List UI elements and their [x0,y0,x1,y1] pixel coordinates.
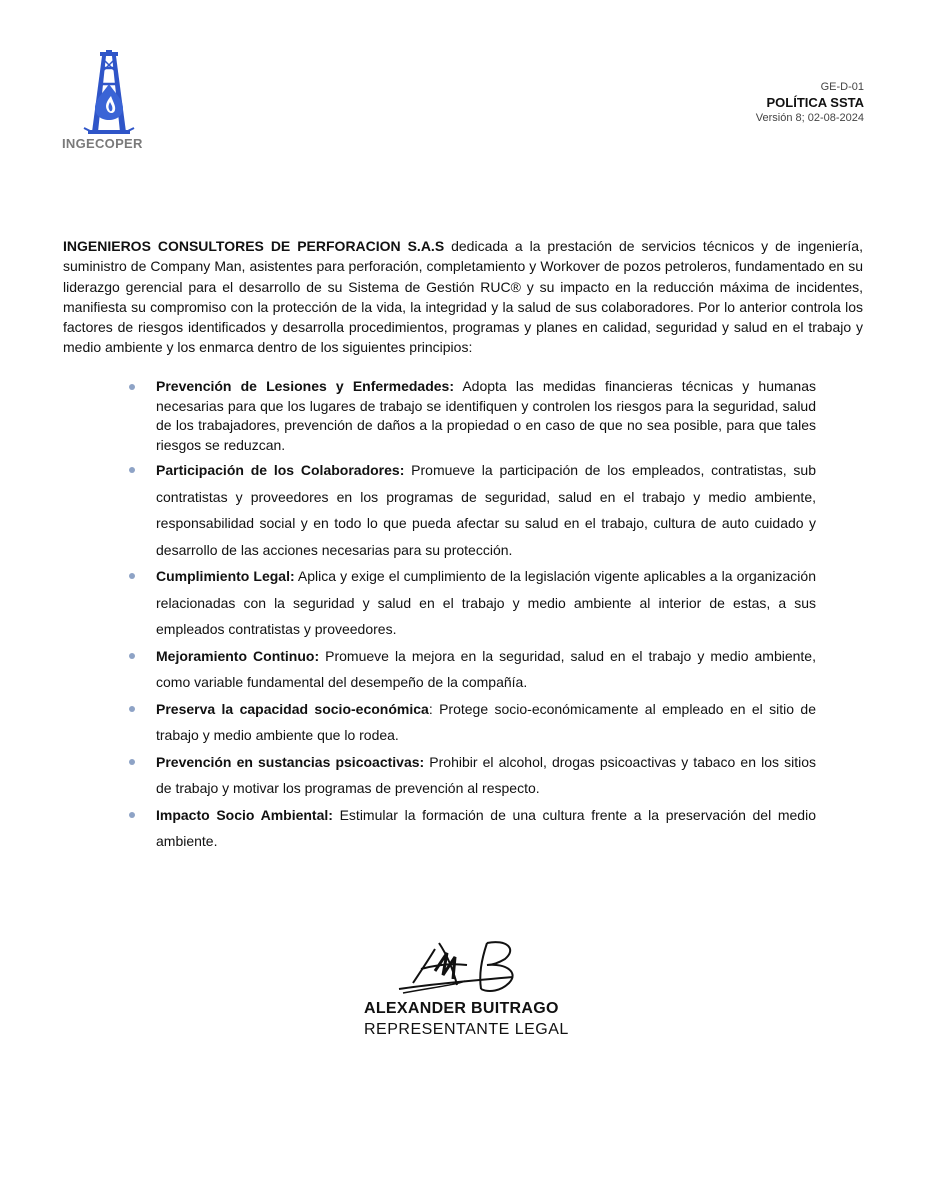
principle-title: Preserva la capacidad socio-económica [156,700,429,717]
signatory-name: ALEXANDER BUITRAGO [364,1000,559,1017]
drilling-rig-icon [62,50,158,136]
handwritten-signature [395,935,525,997]
principle-item [156,696,816,749]
document-header [756,80,864,126]
principle-text: Adopta las medidas financieras técnicas y humanas necesarias para que los lugares de trabajo se identifiquen y controlen los riesgos para la seguridad, salud de los trabajadores, prevención de daños a la propiedad o en caso de que no sea posible, para que tales riesgos se reduzcan. [156,378,816,453]
principle-title: Prevención en sustancias psicoactivas: [156,753,425,770]
principle-title: Mejoramiento Continuo: [156,647,320,664]
principle-text: : Protege socio-económicamente al empleado en el sitio de trabajo y medio ambiente que lo rodea. [156,700,816,743]
intro-text: dedicada a la prestación de servicios técnicos y de ingeniería, suministro de Company Man, asistentes para perforación, completamiento y Workover de pozos petroleros, fundamentado en su liderazgo gerencial para el desarrollo de su Sistema de Gestión RUC® y su impacto en la reducción máxima de incidentes, manifiesta su compromiso con la protección de la vida, la integridad y la salud de sus colaboradores. Por lo anterior controla los factores de riesgos identificados y desarrolla procedimientos, programas y planes en calidad, seguridad y salud en el trabajo y medio ambiente y los enmarca dentro de los siguientes principios: [63,238,863,356]
bullet-icon [129,573,135,579]
principle-item [156,802,816,855]
company-name: INGENIEROS CONSULTORES DE PERFORACION S.A.S [63,238,445,254]
principle-item [156,563,816,643]
principle-text: Aplica y exige el cumplimiento de la legislación vigente aplicables a la organización relacionadas con la seguridad y salud en el trabajo y medio ambiente al interior de estas, a sus empleados contratistas y proveedores. [156,568,816,637]
signatory-role: REPRESENTANTE LEGAL [364,1021,569,1038]
principle-item [156,377,816,455]
bullet-icon [129,812,135,818]
document-code: GE-D-01 [820,81,864,93]
principle-title: Prevención de Lesiones y Enfermedades: [156,378,454,394]
company-logo [62,50,158,154]
bullet-icon [129,759,135,765]
principles-list [156,377,816,855]
bullet-icon [129,653,135,659]
principle-item [156,457,816,563]
document-title: POLÍTICA SSTA [766,95,864,110]
bullet-icon [129,384,135,390]
principle-item [156,643,816,696]
principle-title: Participación de los Colaboradores: [156,462,405,478]
document-version: Versión 8; 02-08-2024 [755,112,864,124]
principle-text: Promueve la participación de los empleados, contratistas, sub contratistas y proveedores en los programas de seguridad, salud en el trabajo y medio ambiente, responsabilidad social y en todo lo que pueda afectar su salud en el trabajo, cultura de auto cuidado y desarrollo de las acciones necesarias para su protección. [156,462,816,558]
bullet-icon [129,467,135,473]
principle-text: Promueve la mejora en la seguridad, salud en el trabajo y medio ambiente, como variable fundamental del desempeño de la compañía. [156,647,816,690]
principle-text: Estimular la formación de una cultura frente a la preservación del medio ambiente. [156,806,816,849]
principle-item [156,749,816,802]
principle-text: Prohibir el alcohol, drogas psicoactivas y tabaco en los sitios de trabajo y motivar los programas de prevención al respecto. [156,753,816,796]
principle-title: Impacto Socio Ambiental: [156,806,333,823]
bullet-icon [129,706,135,712]
principle-title: Cumplimiento Legal: [156,568,295,584]
logo-wordmark: INGECOPER [62,136,143,151]
intro-paragraph [63,236,863,358]
